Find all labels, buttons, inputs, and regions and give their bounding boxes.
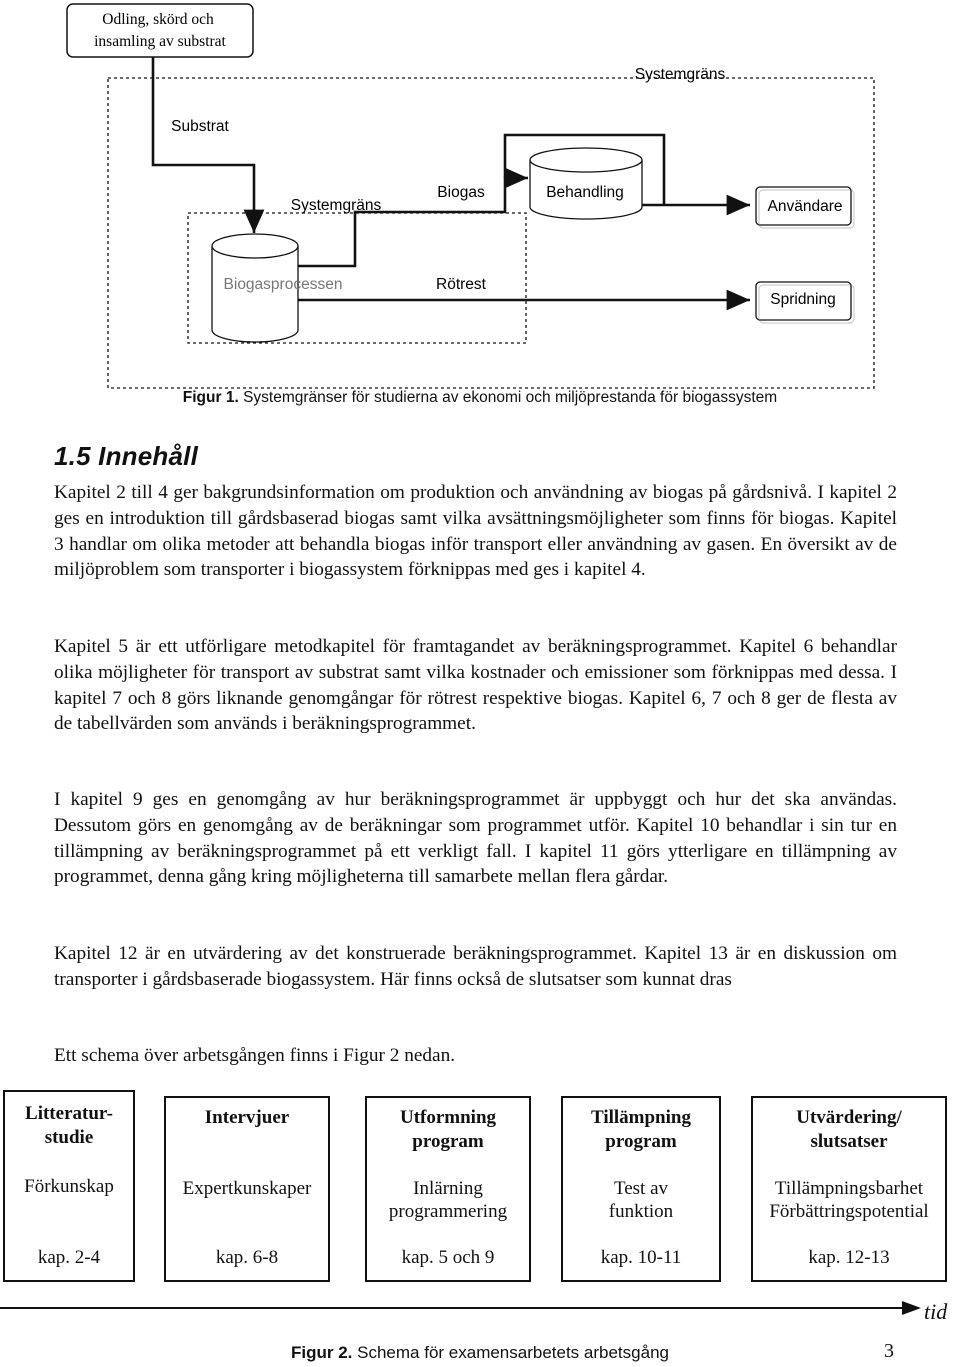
stage-utvardering [751,1096,947,1282]
figure-2-caption [0,1343,960,1363]
stage-title: Utformning program [399,1107,497,1152]
figure-1-caption-label: Figur 1. [182,389,239,406]
anvandare-label: Användare [767,198,843,215]
stage-chapters: kap. 12-13 [808,1247,890,1268]
stage-title: Utvärdering/ slutsatser [796,1107,902,1152]
stage-description: Expertkunskaper [182,1178,312,1199]
stage-chapters: kap. 2-4 [37,1247,101,1268]
substrat-flow-line [153,57,254,233]
stage-chapters: kap. 10-11 [600,1247,682,1268]
paragraph-4: Kapitel 12 är en utvärdering av det konstruerade beräkningsprogrammet. Kapitel 13 är en diskussion om transporter i gårdsbaserade biogassystem. Här finns också de slutsatser som kunnat dras [54,943,897,990]
stage-description: Förkunskap [24,1176,114,1197]
odling-line-1: Odling, skörd och [102,11,214,28]
paragraph-2: Kapitel 5 är ett utförligare metodkapitel för framtagandet av beräkningsprogrammet. Kapitel 6 behandlar olika möjligheter för transport av substrat samt vilka kostnader och emissioner som förknippas med dessa. I kapitel 7 och 8 görs liknande genomgångar för rötrest respektive biogas. Kapitel 6, 7 och 8 ger de flesta av de tabellvärden som används i beräkningsprogrammet. [54,636,897,735]
paragraph-3: I kapitel 9 ges en genomgång av hur beräkningsprogrammet är uppbyggt och hur det ska användas. Dessutom görs en genomgång av de beräkningar som programmet utför. Kapitel 10 behandlar i sin tur en tillämpning av beräkningsprogrammet på ett verkligt fall. I kapitel 11 görs ytterligare en tillämpning av programmet, denna gång kring möjligheterna till samarbete mellan flera gårdar. [54,789,897,888]
timeline-arrow [0,1290,960,1320]
figure-1-diagram [0,0,960,410]
section-heading: 1.5 Innehåll [54,441,199,471]
behandling-label: Behandling [546,184,624,201]
biogasprocessen-label: Biogasprocessen [223,276,343,293]
stage-chapters: kap. 6-8 [215,1247,279,1268]
stage-chapters: kap. 5 och 9 [401,1247,495,1268]
stage-intervjuer [164,1096,330,1282]
paragraph-1: Kapitel 2 till 4 ger bakgrundsinformation om produktion och användning av biogas på gårdsnivå. I kapitel 2 ges en introduktion till gårdsbaserad biogas samt vilka avsättningsmöjligheter som finns för biogas. Kapitel 3 handlar om olika metoder att behandla biogas inför transport eller användning av gasen. En översikt av de miljöproblem som transporter i biogassystem förknippas med ges i kapitel 4. [54,482,897,581]
systemgrans-inner-label: Systemgräns [290,197,382,214]
stage-title: Intervjuer [204,1107,290,1128]
stage-description: Tillämpningsbarhet Förbättringspotential [769,1178,929,1222]
figure-1-caption-text: Systemgränser för studierna av ekonomi och miljöprestanda för biogassystem [238,389,778,406]
timeline-label: tid [924,1299,948,1324]
stage-litteraturstudie [3,1090,135,1282]
rotrest-label: Rötrest [436,276,486,293]
spridning-label: Spridning [770,291,836,308]
biogas-label: Biogas [437,184,485,201]
stage-description: Inlärning programmering [388,1178,508,1222]
figure-2-caption-text: Schema för examensarbetets arbetsgång [352,1343,669,1362]
figure-1-caption [0,388,960,408]
stage-title: Tillämpning program [591,1107,691,1152]
odling-line-2: insamling av substrat [94,33,226,50]
stage-description: Test av funktion [608,1178,674,1222]
biogas-flow-line [298,178,528,266]
stage-tillampning [561,1096,721,1282]
figure-2-caption-label: Figur 2. [291,1343,353,1362]
systemgrans-outer-label: Systemgräns [634,66,726,83]
stage-title: Litteratur- studie [25,1103,113,1148]
paragraph-5: Ett schema över arbetsgången finns i Figur 2 nedan. [54,1045,456,1066]
page-number: 3 [884,1340,894,1362]
substrat-label: Substrat [171,118,229,135]
stage-utformning [365,1096,531,1282]
